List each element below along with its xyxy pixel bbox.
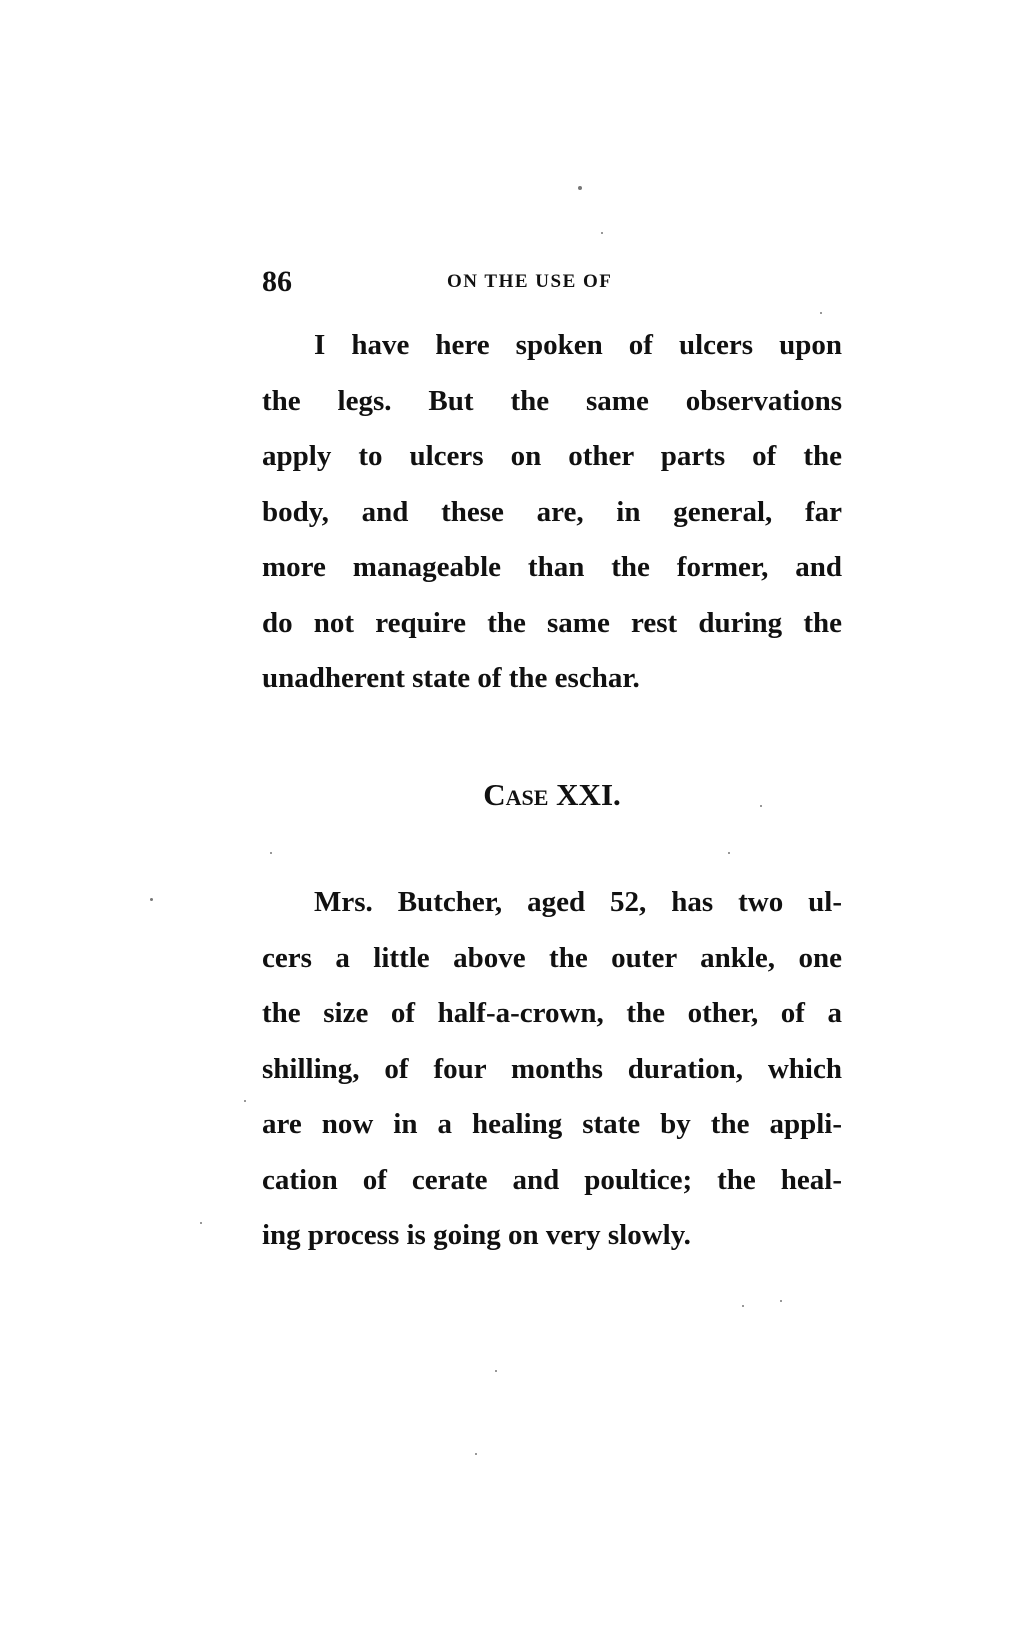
paragraph-line: unadherent state of the eschar. [262, 662, 640, 694]
scan-speck [200, 1222, 202, 1224]
paragraph-line: apply to ulcers on other parts of the [262, 440, 842, 472]
scan-speck [780, 1300, 782, 1302]
paragraph-line: cation of cerate and poultice; the heal- [262, 1163, 842, 1196]
case-label: Case [483, 777, 549, 812]
scan-speck [475, 1453, 477, 1455]
scan-speck [728, 852, 730, 854]
paragraph-line: I have here spoken of ulcers upon [314, 329, 842, 361]
paragraph-ulcers-on-legs [262, 318, 842, 707]
paragraph-case-description [262, 875, 842, 1264]
scan-speck [244, 1100, 246, 1102]
scan-speck [742, 1305, 744, 1307]
paragraph-line: are now in a healing state by the appli- [262, 1108, 842, 1140]
scan-speck [578, 186, 582, 190]
running-title: ON THE USE OF [447, 271, 613, 292]
running-head [262, 262, 842, 302]
scan-speck [270, 852, 272, 854]
paragraph-line: do not require the same rest during the [262, 606, 842, 639]
paragraph-line: shilling, of four months duration, which [262, 1052, 842, 1085]
paragraph-line: more manageable than the former, and [262, 551, 842, 583]
paragraph-line: body, and these are, in general, far [262, 495, 842, 528]
scan-speck [495, 1370, 497, 1372]
case-heading [262, 775, 842, 815]
paragraph-line: Mrs. Butcher, aged 52, has two ul- [314, 886, 842, 918]
case-number: XXI. [556, 777, 621, 812]
scan-speck [760, 805, 762, 807]
paragraph-line: the size of half-a-crown, the other, of a [262, 997, 842, 1029]
paragraph-line: ing process is going on very slowly. [262, 1219, 691, 1251]
scan-speck [601, 232, 603, 234]
page-number: 86 [262, 265, 292, 298]
scan-speck [820, 312, 822, 314]
scan-speck [150, 898, 153, 901]
paragraph-line: cers a little above the outer ankle, one [262, 941, 842, 974]
paragraph-line: the legs. But the same observations [262, 384, 842, 417]
